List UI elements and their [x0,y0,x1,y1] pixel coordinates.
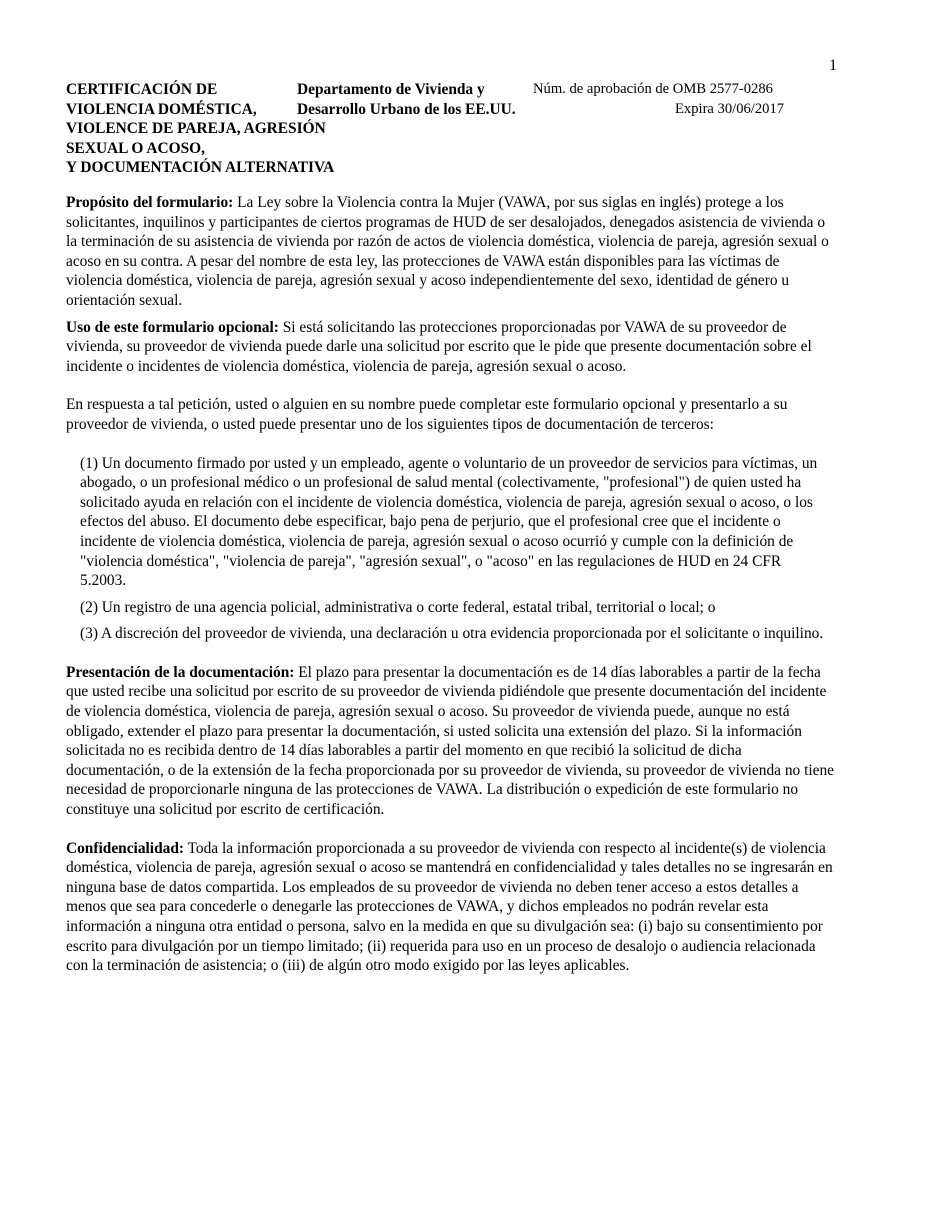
form-title-line: CERTIFICACIÓN DE [66,81,218,98]
purpose-heading: Propósito del formulario: [66,194,234,211]
documentation-option-3: (3) A discreción del proveedor de vivienda, una declaración u otra evidencia proporcionada por el solicitante o inquilino. [80,625,824,643]
use-heading: Uso de este formulario opcional: [66,318,279,336]
expiration-date: Expira 30/06/2017 [675,100,785,117]
purpose-text: La Ley sobre la Violencia contra la Mujer (VAWA, por sus siglas en inglés) protege a los solicitantes, inquilinos y participantes de ciertos programas de HUD de ser desalojados, denegados asistencia de vivienda o la terminación de su asistencia de vivienda por razón de actos de violencia doméstica, violencia de pareja, agresión sexual o acoso en su contra. A pesar del nombre de esta ley, las protecciones de VAWA están disponibles para las víctimas de violencia doméstica, violencia de pareja, agresión sexual y acoso independientemente del sexo, identidad de género u orientación sexual. [66,194,829,309]
use-text: Si está solicitando las protecciones proporcionadas por VAWA de su proveedor de vivienda, su proveedor de vivienda puede darle una solicitud por escrito que le pide que presente documentación sobre el incidente o incidentes de violencia doméstica, violencia de pareja, agresión sexual o acoso. [66,318,812,375]
form-title-line: VIOLENCIA DOMÉSTICA, [66,100,257,118]
confidentiality-text: Toda la información proporcionada a su proveedor de vivienda con respecto al incidente(s) de violencia doméstica, violencia de pareja, agresión sexual o acoso se mantendrá en confidencialidad y tales detalles no se ingresarán en ninguna base de datos compartida. Los empleados de su proveedor de vivienda no deben tener acceso a estos detalles a menos que sea para concederle o denegarle las protecciones de VAWA, y dichos empleados no podrán revelar esta información a ninguna otra entidad o persona, salvo en la medida en que su divulgación sea: (i) bajo su consentimiento por escrito para divulgación por un tiempo limitado; (ii) requerida para uso en un proceso de desalojo o audiencia relacionada con la terminación de asistencia; o (iii) de algún otro modo exigido por las leyes aplicables. [66,839,833,975]
confidentiality-heading: Confidencialidad: [66,839,185,857]
department-line: Desarrollo Urbano de los EE.UU. [297,100,516,118]
form-title-line: Y DOCUMENTACIÓN ALTERNATIVA [66,159,335,177]
response-paragraph: En respuesta a tal petición, usted o alguien en su nombre puede completar este formulario opcional y presentarlo a su proveedor de vivienda, o usted puede presentar uno de los siguientes tipos de documentación de terceros: [66,396,788,433]
use-paragraph [66,318,836,377]
form-header [66,80,796,180]
confidentiality-paragraph [66,839,836,976]
purpose-paragraph [66,193,836,311]
form-title [66,80,334,178]
submission-text: El plazo para presentar la documentación es de 14 días laborables a partir de la fecha que usted recibe una solicitud por escrito de su proveedor de vivienda pidiéndole que presente documentación del incidente de violencia doméstica, violencia de pareja, agresión sexual o acoso. Su proveedor de vivienda puede, aunque no está obligado, extender el plazo para presentar la documentación, si usted solicita una extensión del plazo. Si la información solicitada no es recibida dentro de 14 días laborables a partir del momento en que recibió la solicitud de dicha documentación, o de la extensión de la fecha proporcionada por su proveedor de vivienda, su proveedor de vivienda no tiene necesidad de proporcionarle ninguna de las protecciones de VAWA. La distribución o expedición de este formulario no constituye una solicitud por escrito de certificación. [66,663,834,819]
form-body [66,193,836,976]
option-text-tail: 5.2003. [80,572,127,590]
submission-paragraph [66,663,836,820]
department-line: Departamento de Vivienda y [297,81,485,98]
page-number: 1 [829,57,837,74]
form-title-line: SEXUAL O ACOSO, [66,139,205,157]
submission-heading: Presentación de la documentación: [66,663,295,681]
documentation-option-1 [80,454,836,591]
option-text: (1) Un documento firmado por usted y un empleado, agente o voluntario de un proveedor de servicios para víctimas, un abogado, o un profesional médico o un profesional de salud mental (colectivamente, "profesional") de quien usted ha solicitado ayuda en relación con el incidente de violencia doméstica, violencia de pareja, agresión sexual o acoso, o los efectos del abuso. El documento debe especificar, bajo pena de perjurio, que el profesional cree que el incidente o incidente de violencia doméstica, violencia de pareja, agresión sexual o acoso ocurrió y cumple con la definición de "violencia doméstica", "violencia de pareja", "agresión sexual", o "acoso" en las regulaciones de HUD en 24 CFR [80,454,818,570]
omb-approval-number: Núm. de aprobación de OMB 2577-0286 [533,81,773,97]
department-name [297,80,516,119]
form-title-line: VIOLENCE DE PAREJA, AGRESIÓN [66,120,326,138]
documentation-option-2: (2) Un registro de una agencia policial, administrativa o corte federal, estatal tribal, territorial o local; o [80,598,716,616]
